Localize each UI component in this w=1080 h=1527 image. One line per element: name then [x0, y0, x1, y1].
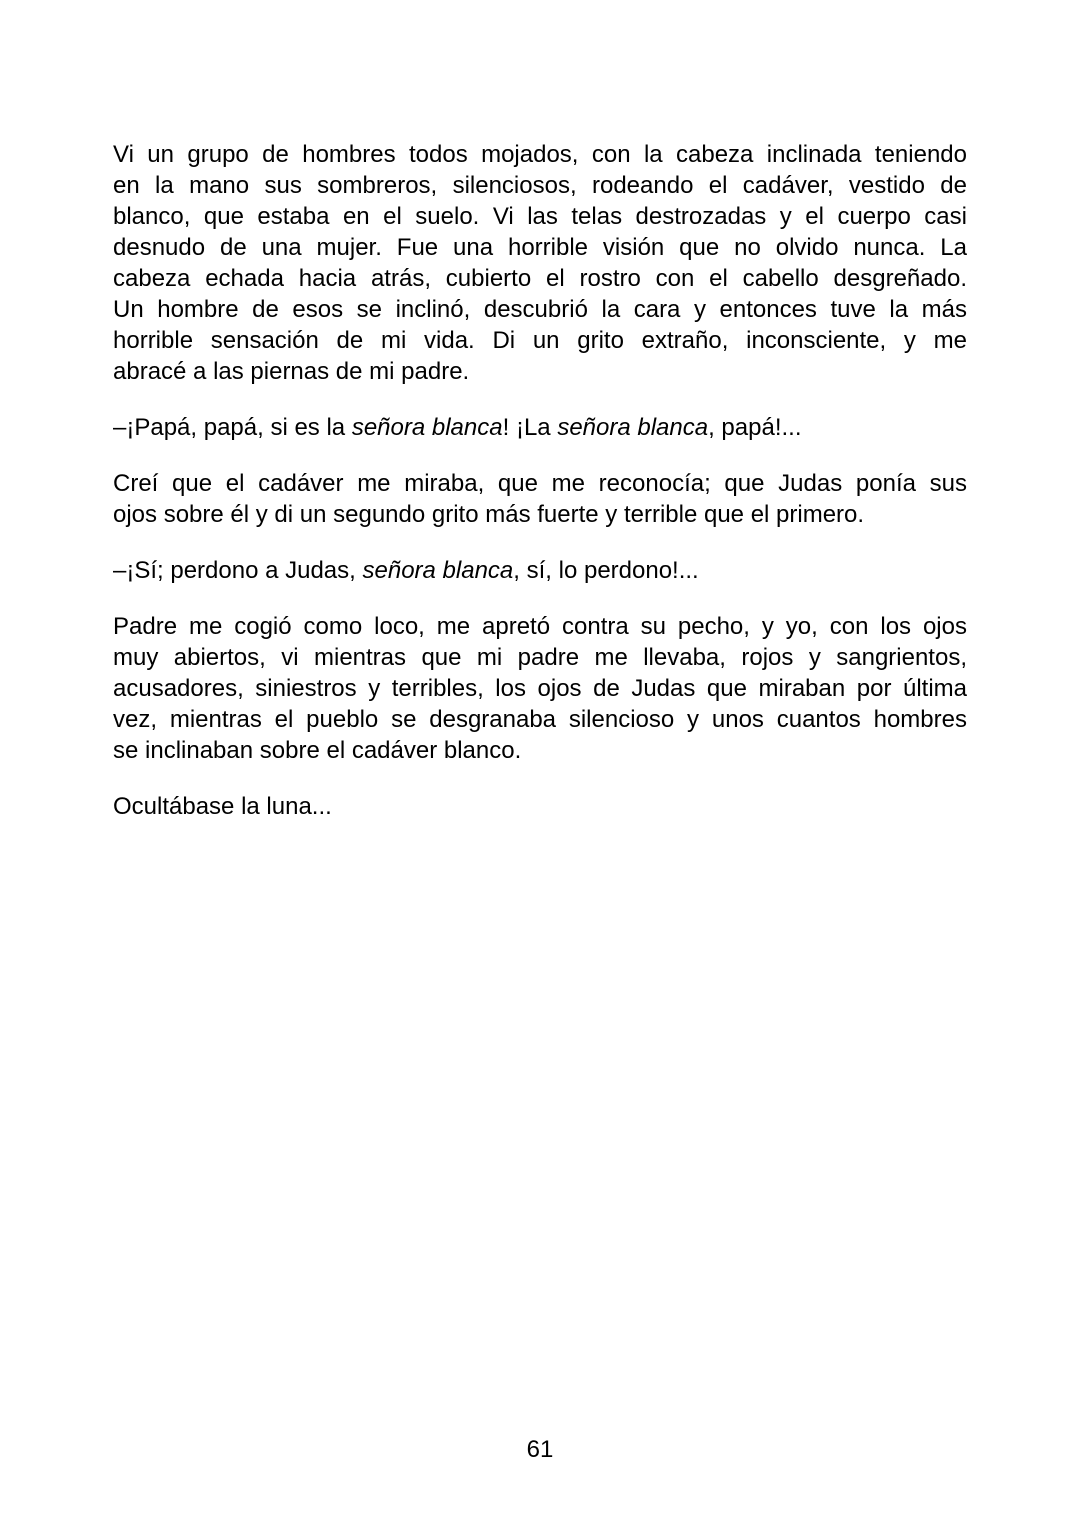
text-line: se inclinaban sobre el cadáver blanco. [113, 737, 522, 764]
italic-text: señora blanca [351, 414, 503, 441]
text-line: vez, mientras el pueblo se desgranaba silencioso y unos cuantos hombres [113, 706, 967, 733]
paragraph-1 [113, 139, 967, 387]
text-line: Ocultábase la luna... [113, 793, 332, 820]
page-number: 61 [526, 1436, 554, 1463]
text-line [113, 555, 967, 586]
paragraph-4 [113, 791, 967, 822]
dialogue-line-2 [113, 555, 967, 586]
paragraph-3 [113, 611, 967, 766]
text: ! ¡La [502, 414, 558, 441]
text-line: cabeza echada hacia atrás, cubierto el rostro con el cabello desgreñado. [113, 265, 967, 292]
italic-text: señora blanca [557, 414, 709, 441]
text: , papá!... [708, 414, 802, 441]
text-line: Vi un grupo de hombres todos mojados, con la cabeza inclinada teniendo [113, 141, 967, 168]
text-line: Un hombre de esos se inclinó, descubrió la cara y entonces tuve la más [113, 296, 967, 323]
page-body [113, 139, 967, 847]
text-line: en la mano sus sombreros, silenciosos, rodeando el cadáver, vestido de [113, 172, 967, 199]
text-line: desnudo de una mujer. Fue una horrible visión que no olvido nunca. La [113, 234, 967, 261]
text-line: ojos sobre él y di un segundo grito más fuerte y terrible que el primero. [113, 501, 865, 528]
dialogue-line-1 [113, 412, 967, 443]
text-line: acusadores, siniestros y terribles, los ojos de Judas que miraban por última [113, 675, 967, 702]
text-line: Creí que el cadáver me miraba, que me reconocía; que Judas ponía sus [113, 470, 967, 497]
text-line: abracé a las piernas de mi padre. [113, 358, 470, 385]
text: –¡Papá, papá, si es la [113, 414, 352, 441]
text-line: horrible sensación de mi vida. Di un grito extraño, inconsciente, y me [113, 327, 967, 354]
text-line: muy abiertos, vi mientras que mi padre me llevaba, rojos y sangrientos, [113, 644, 967, 671]
text: , sí, lo perdono!... [513, 557, 699, 584]
text-line: blanco, que estaba en el suelo. Vi las telas destrozadas y el cuerpo casi [113, 203, 967, 230]
italic-text: señora blanca [362, 557, 514, 584]
text-line: Padre me cogió como loco, me apretó contra su pecho, y yo, con los ojos [113, 613, 967, 640]
text: –¡Sí; perdono a Judas, [113, 557, 363, 584]
text-line [113, 412, 967, 443]
paragraph-2 [113, 468, 967, 530]
